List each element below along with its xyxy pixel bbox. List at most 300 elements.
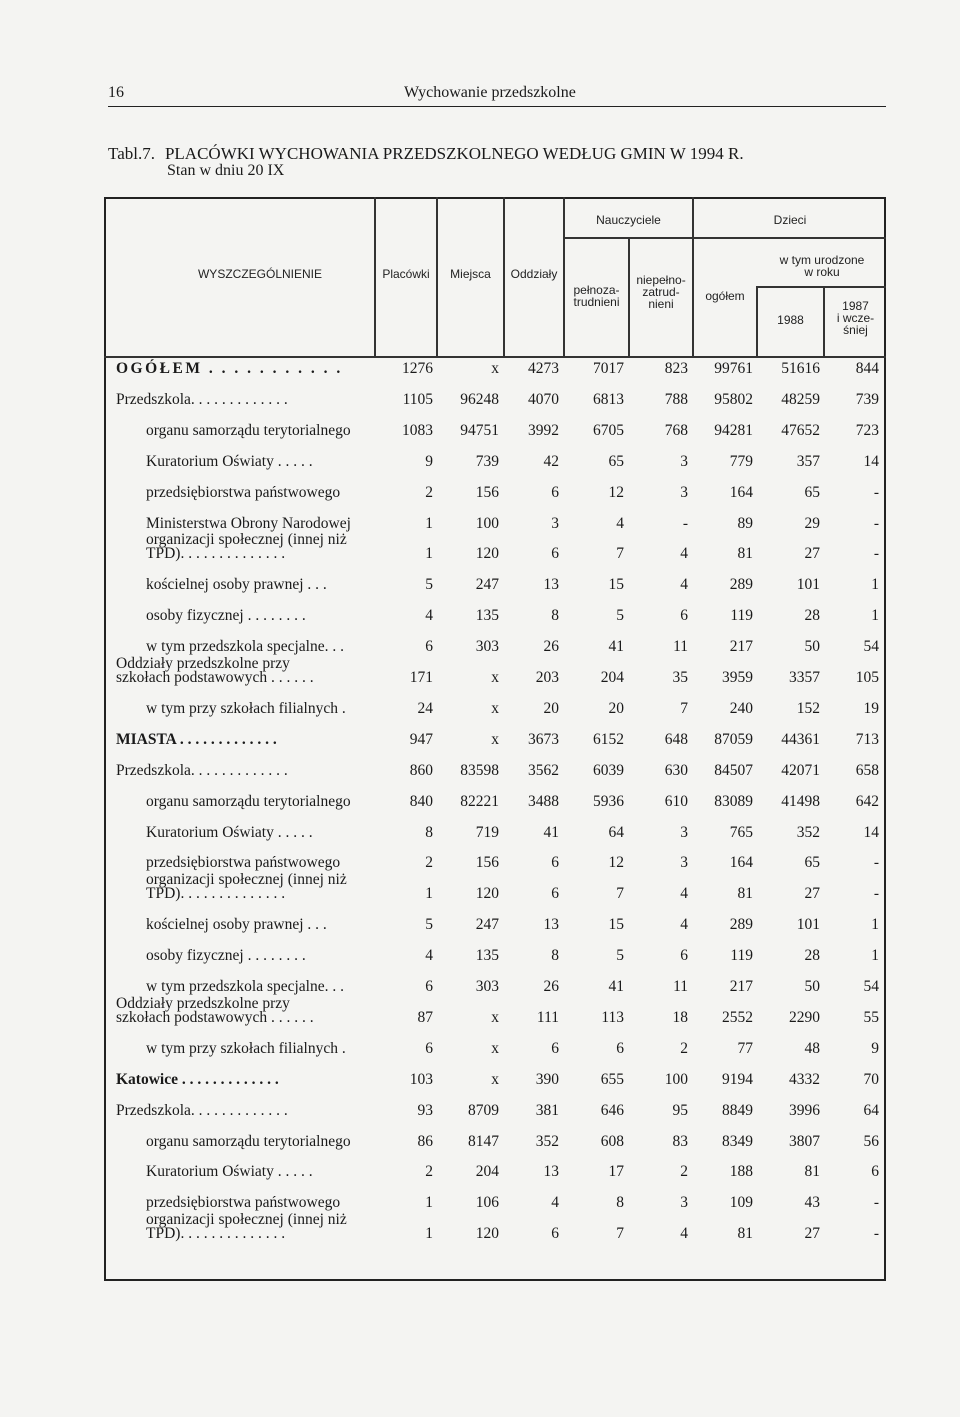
table-cell: 352 [796,823,820,841]
row-label [146,453,313,471]
row-label [146,700,346,718]
table-cell: 5 [425,916,433,934]
table-cell: 188 [729,1163,753,1181]
table-cell: 352 [535,1132,559,1150]
table-cell: 27 [804,1225,820,1243]
table-cell: 24 [417,699,433,717]
table-cell: 1 [425,514,433,532]
table-cell: 94281 [714,421,753,439]
table-title-text: PLACÓWKI WYCHOWANIA PRZEDSZKOLNEGO WEDŁUG GMIN W 1994 R. [164,144,744,163]
row-label [116,731,277,749]
table-cell: 4 [616,514,624,532]
table-cell: 642 [855,792,879,810]
table-cell: x [491,1070,499,1088]
table-cell: 860 [409,761,433,779]
table-cell: 70 [863,1070,879,1088]
header-nauczyciele: Nauczyciele [596,213,661,227]
row-label [146,1040,346,1058]
row-label-line: Kuratorium Oświaty . . . . . [146,1163,313,1181]
table-row [104,785,886,815]
table-cell: 739 [855,390,879,408]
table-cell: 7017 [593,360,624,377]
table-cell: 3 [551,514,559,532]
running-head-title: Wychowanie przedszkolne [404,84,576,101]
table-cell: 77 [737,1039,753,1057]
row-label [146,854,340,872]
row-label-line: Oddziały przedszkolne przy [116,655,290,672]
table-row [104,1094,886,1124]
table-cell: 2290 [789,1008,820,1026]
table-cell: 2552 [722,1008,753,1026]
table-cell: 8147 [468,1132,499,1150]
table-cell: 9 [425,452,433,470]
table-cell: 3357 [789,669,820,686]
table-cell: 947 [409,730,433,748]
row-label [146,1213,347,1241]
table-cell: 7 [616,1225,624,1243]
row-label-line: kościelnej osoby prawnej . . . [146,576,327,594]
table-cell: 844 [855,360,879,377]
table-code: Tabl.7. [108,144,155,163]
table-cell: 4 [680,545,688,563]
table-cell: - [873,514,879,532]
table-cell: 6 [551,483,559,501]
table-cell: 96248 [460,390,499,408]
table-row [104,723,886,753]
table-cell: 6 [551,1225,559,1243]
row-label [116,1071,279,1089]
table-cell: 105 [855,669,879,686]
table-cell: 15 [608,916,624,934]
table-row [104,994,886,1031]
table-cell: 4 [425,607,433,625]
page-number: 16 [108,84,124,101]
table-row [104,414,886,444]
table-cell: 65 [608,452,624,470]
table-cell: 156 [475,483,499,501]
table-cell: 51616 [781,360,820,377]
row-label-line: TPD). . . . . . . . . . . . . . [146,545,286,563]
table-cell: 87059 [714,730,753,748]
table-cell: 5 [616,947,624,965]
table-cell: 381 [535,1101,559,1119]
header-urodzone: w tym urodzone w roku [779,253,865,279]
row-label-line: osoby fizycznej . . . . . . . . [146,947,306,965]
table-cell: 1276 [402,360,433,377]
table-cell: 83598 [460,761,499,779]
row-label [146,978,344,996]
table-cell: 26 [543,638,559,656]
table-cell: 9194 [722,1070,753,1088]
row-label-line: w tym przedszkola specjalne. . . [146,978,344,995]
table-cell: 8849 [722,1101,753,1119]
table-cell: 6 [680,947,688,965]
table-cell: 93 [417,1101,433,1119]
row-label-line: organu samorządu terytorialnego [146,1132,351,1150]
table-cell: 6 [551,854,559,872]
table-cell: 65 [804,483,820,501]
row-label [146,576,327,594]
table-cell: 41 [608,978,624,995]
table-cell: 84507 [714,761,753,779]
row-label [146,824,313,842]
table-cell: 357 [796,452,820,470]
table-cell: 217 [729,638,753,656]
table-cell: 119 [730,947,753,965]
table-row [104,383,886,413]
table-cell: 289 [729,916,753,934]
row-label [116,657,314,685]
table-cell: 41 [608,638,624,656]
table-cell: 6 [425,1039,433,1057]
table-cell: 6 [551,545,559,563]
table-cell: 12 [608,854,624,872]
row-label-line: przedsiębiorstwa państwowego [146,483,341,501]
table-cell: 658 [855,761,879,779]
table-row [104,816,886,846]
row-label [146,533,347,561]
table-cell: 390 [535,1070,559,1088]
row-label-line: organu samorządu terytorialnego [146,421,351,439]
table-cell: 13 [543,576,559,594]
table-cell: 4 [680,916,688,934]
table-cell: 119 [730,607,753,625]
table-cell: 103 [409,1070,433,1088]
table-cell: 765 [729,823,753,841]
row-label-line: szkołach podstawowych . . . . . . [116,1008,314,1026]
table-cell: 35 [672,669,688,686]
table-cell: 1105 [402,390,433,408]
table-cell: 7 [616,885,624,903]
table-cell: 823 [664,360,688,377]
table-cell: 1 [871,947,879,965]
table-row [104,1063,886,1093]
table-cell: 13 [543,1163,559,1181]
row-label-line: organizacji społecznej (innej niż [146,871,347,889]
table-cell: 247 [475,916,499,934]
table-cell: 89 [737,514,753,532]
row-label-line: Przedszkola. . . . . . . . . . . . . [116,761,288,779]
table-cell: 289 [729,576,753,594]
row-label [146,1133,351,1151]
row-label-line: TPD). . . . . . . . . . . . . . [146,885,286,903]
table-cell: 41498 [781,792,820,810]
header-placowki: Placówki [382,267,430,281]
table-cell: 54 [863,638,879,656]
table-cell: 1 [871,607,879,625]
running-head [108,84,886,107]
table-cell: 156 [475,854,499,872]
table-cell: 41 [543,823,559,841]
table-cell: 14 [863,823,879,841]
row-label [146,1194,340,1212]
table-cell: x [491,1039,499,1057]
table-cell: 4 [680,576,688,594]
table-cell: 713 [855,730,879,748]
table-cell: 81 [737,885,753,903]
table-cell: 43 [804,1194,820,1212]
table-cell: 171 [409,669,433,686]
table-cell: 7 [616,545,624,563]
table-cell: 2 [425,1163,433,1181]
table-cell: 779 [729,452,753,470]
table-row [104,1125,886,1155]
row-label [146,947,306,965]
row-label-line: przedsiębiorstwa państwowego [146,854,341,872]
row-label-line: przedsiębiorstwa państwowego [146,1194,341,1212]
table-cell: 1 [425,1225,433,1243]
table-cell: 5 [616,607,624,625]
row-label [116,762,288,780]
table-cell: 86 [417,1132,433,1150]
table-cell: - [873,1194,879,1212]
table-cell: 120 [475,545,499,563]
table-cell: - [873,854,879,872]
table-cell: 723 [855,421,879,439]
table-cell: x [491,360,499,377]
table-cell: 81 [737,545,753,563]
table-cell: 14 [863,452,879,470]
table-cell: - [873,1225,879,1243]
table-row [104,531,886,567]
row-label-line: Oddziały przedszkolne przy [116,994,290,1012]
table-cell: 303 [475,978,499,995]
row-label [146,1163,313,1181]
row-label-line: organu samorządu terytorialnego [146,792,351,810]
table-cell: 64 [863,1101,879,1119]
table-cell: 8 [551,607,559,625]
table-cell: 1 [425,885,433,903]
table-cell: 44361 [781,730,820,748]
table-cell: 768 [664,421,688,439]
table-cell: 4 [551,1194,559,1212]
header-oddzialy: Oddziały [510,267,558,281]
table-cell: x [491,730,499,748]
table-row [104,908,886,938]
row-label-line: w tym przy szkołach filialnych . [146,699,346,717]
row-label-line: Ministerstwa Obrony Narodowej [146,514,351,532]
row-label [146,484,340,502]
row-label-line: szkołach podstawowych . . . . . . [116,669,314,686]
table-row [104,352,886,382]
table-cell: 788 [664,390,688,408]
table-cell: 3 [680,452,688,470]
table-cell: 135 [475,947,499,965]
table-cell: 2 [425,483,433,501]
table-cell: 646 [600,1101,624,1119]
row-label-line: MIASTA . . . . . . . . . . . . . [116,730,277,748]
table-cell: 20 [543,699,559,717]
table-title [108,144,744,164]
table-cell: 9 [871,1039,879,1057]
table-cell: 13 [543,916,559,934]
table-cell: 15 [608,576,624,594]
table-cell: 109 [729,1194,753,1212]
header-dzieci: Dzieci [773,213,807,227]
table-cell: 3807 [789,1132,820,1150]
table-cell: 120 [475,1225,499,1243]
row-label-line: Kuratorium Oświaty . . . . . [146,452,313,470]
header-pelnozatrudnieni: pełnoza- trudnieni [573,283,620,309]
row-label [146,515,351,533]
table-cell: 106 [475,1194,499,1212]
row-label-line: w tym przy szkołach filialnych . [146,1039,346,1057]
table-cell: 47652 [781,421,820,439]
header-wyszczegolnienie: WYSZCZEGÓLNIENIE [197,267,322,281]
table-cell: 1 [871,576,879,594]
table-cell: - [873,483,879,501]
table-cell: 608 [600,1132,624,1150]
header-dzieci-ogolem: ogółem [705,289,745,303]
table-cell: 64 [608,823,624,841]
row-label [146,873,347,901]
table-row [104,476,886,506]
table-cell: x [491,1008,499,1026]
table-cell: 4070 [528,390,559,408]
table-cell: 6039 [593,761,624,779]
table-row [104,1211,886,1247]
table-cell: 303 [475,638,499,656]
table-cell: 4273 [528,360,559,377]
table-cell: 26 [543,978,559,995]
table-cell: 1 [425,1194,433,1212]
table-cell: 100 [664,1070,688,1088]
table-cell: 203 [535,669,559,686]
table-cell: 840 [409,792,433,810]
header-rule [756,286,886,288]
table-cell: 19 [863,699,879,717]
table-cell: 3 [680,1194,688,1212]
header-rule [563,237,886,239]
row-label [116,994,314,1026]
row-label-line: TPD). . . . . . . . . . . . . . [146,1225,286,1243]
table-cell: 5936 [593,792,624,810]
table-cell: 29 [804,514,820,532]
table-cell: 17 [608,1163,624,1181]
table-cell: 3488 [528,792,559,810]
table-row [104,692,886,722]
table-cell: 113 [601,1008,624,1026]
table-cell: 152 [796,699,820,717]
table-cell: - [873,885,879,903]
table-cell: 20 [608,699,624,717]
row-label-line: Przedszkola. . . . . . . . . . . . . [116,1101,288,1119]
table-cell: 11 [673,638,688,656]
table-cell: 54 [863,978,879,995]
table-cell: 83 [672,1132,688,1150]
table-cell: 3 [680,483,688,501]
table-cell: 99761 [714,360,753,377]
row-label-line: organizacji społecznej (innej niż [146,1211,347,1229]
table-cell: 3 [680,823,688,841]
table-cell: 719 [475,823,499,841]
header-1988: 1988 [777,313,804,327]
table-cell: 3992 [528,421,559,439]
table-subtitle: Stan w dniu 20 IX [167,162,285,179]
table-cell: 6 [425,638,433,656]
table-cell: 27 [804,885,820,903]
table-cell: 247 [475,576,499,594]
table-cell: - [682,514,688,532]
table-cell: 111 [536,1008,559,1026]
table-cell: 12 [608,483,624,501]
table-cell: 95 [672,1101,688,1119]
table-cell: 48 [804,1039,820,1057]
table-row [104,939,886,969]
table-cell: 95802 [714,390,753,408]
table-cell: 1083 [402,421,433,439]
row-label [116,391,288,409]
table-cell: 240 [729,699,753,717]
table-cell: 648 [664,730,688,748]
table-cell: 204 [475,1163,499,1181]
table-cell: 42 [543,452,559,470]
table-cell: 204 [600,669,624,686]
table-cell: 28 [804,607,820,625]
table-cell: 11 [673,978,688,995]
table-cell: 6 [871,1163,879,1181]
table-cell: 164 [729,483,753,501]
table-cell: 6705 [593,421,624,439]
header-miejsca: Miejsca [450,267,491,281]
table-cell: 81 [804,1163,820,1181]
table-cell: 8 [551,947,559,965]
table-cell: 65 [804,854,820,872]
table-cell: 1 [425,545,433,563]
table-cell: 87 [417,1008,433,1026]
table-cell: 2 [425,854,433,872]
table-cell: 6 [551,1039,559,1057]
table-cell: x [491,669,499,686]
table-cell: 27 [804,545,820,563]
row-label-line: Katowice . . . . . . . . . . . . . [116,1070,279,1088]
table-cell: 5 [425,576,433,594]
table-cell: 82221 [460,792,499,810]
table-cell: 94751 [460,421,499,439]
table-cell: 83089 [714,792,753,810]
table-row [104,599,886,629]
table-cell: 100 [475,514,499,532]
row-label-line: Kuratorium Oświaty . . . . . [146,823,313,841]
table-cell: 6 [680,607,688,625]
row-label-line: osoby fizycznej . . . . . . . . [146,607,306,625]
table-cell: 56 [863,1132,879,1150]
table-cell: 6813 [593,390,624,408]
table-cell: 1 [871,916,879,934]
table-cell: 655 [600,1070,624,1088]
table-cell: 739 [475,452,499,470]
table-cell: 6 [425,978,433,995]
table-cell: 6152 [593,730,624,748]
table-cell: 3996 [789,1101,820,1119]
row-label-line: kościelnej osoby prawnej . . . [146,916,327,934]
table-cell: x [491,699,499,717]
table-cell: 101 [796,916,820,934]
table-row [104,568,886,598]
table-cell: 135 [475,607,499,625]
table-cell: 8 [616,1194,624,1212]
table-row [104,655,886,691]
table-cell: 101 [796,576,820,594]
table-cell: 8709 [468,1101,499,1119]
table-cell: 50 [804,978,820,995]
table-cell: 120 [475,885,499,903]
table-cell: 2 [680,1163,688,1181]
table-row [104,1032,886,1062]
table-cell: 610 [664,792,688,810]
table-row [104,871,886,907]
table-cell: 8349 [722,1132,753,1150]
